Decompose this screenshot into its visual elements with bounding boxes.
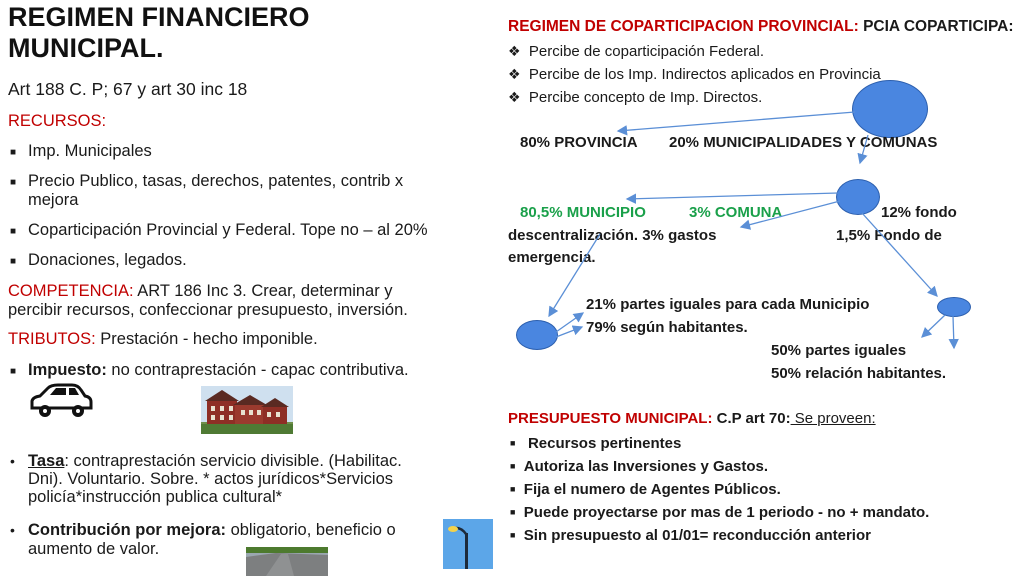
coparticipacion-heading: REGIMEN DE COPARTICIPACION PROVINCIAL: PCIA COPARTICIPA:	[508, 18, 1014, 35]
square-bullet-icon: ■	[10, 226, 17, 237]
copart-item: ❖ Percibe de coparticipación Federal.	[508, 43, 765, 60]
square-bullet-icon: ■	[10, 366, 17, 377]
comuna-share: 3% COMUNA	[689, 204, 783, 221]
square-bullet-icon: ■	[510, 438, 516, 448]
presupuesto-item: ■ Sin presupuesto al 01/01= reconducción anterior	[510, 527, 871, 544]
square-bullet-icon: ■	[510, 507, 516, 517]
presupuesto-item: ■ Puede proyectarse por mas de 1 periodo - no + mandato.	[510, 504, 930, 521]
recursos-heading: RECURSOS:	[8, 112, 107, 130]
habitantes-50: 50% relación habitantes.	[771, 365, 947, 382]
square-bullet-icon: ■	[10, 256, 17, 267]
municipio-share: 80,5% MUNICIPIO	[520, 204, 646, 221]
partes-iguales-21: 21% partes iguales para cada Municipio	[586, 296, 870, 313]
article-reference: Art 188 C. P; 67 y art 30 inc 18	[8, 79, 248, 99]
copart-item: ❖ Percibe concepto de Imp. Directos.	[508, 89, 763, 106]
diamond-bullet-icon: ❖	[508, 43, 521, 59]
square-bullet-icon: ■	[10, 147, 17, 158]
round-bullet-icon: •	[10, 453, 15, 469]
diamond-bullet-icon: ❖	[508, 89, 521, 105]
presupuesto-item: ■ Autoriza las Inversiones y Gastos.	[510, 458, 769, 475]
presupuesto-item: ■ Recursos pertinentes	[510, 435, 682, 452]
square-bullet-icon: ■	[510, 484, 516, 494]
copart-item: ❖ Percibe de los Imp. Indirectos aplicados en Provincia	[508, 66, 881, 83]
habitantes-79: 79% según habitantes.	[586, 319, 748, 336]
descentralizacion-text: descentralización. 3% gastos	[508, 227, 717, 244]
split-municipalidades: 20% MUNICIPALIDADES Y COMUNAS	[669, 134, 938, 151]
page-title: REGIMEN FINANCIERO MUNICIPAL.	[8, 2, 310, 63]
presupuesto-heading: PRESUPUESTO MUNICIPAL: C.P art 70: Se proveen:	[508, 410, 876, 427]
competencia-paragraph: COMPETENCIA: ART 186 Inc 3. Crear, determinar y percibir recursos, confeccionar presupuesto, inversión.	[8, 282, 408, 319]
square-bullet-icon: ■	[510, 461, 516, 471]
square-bullet-icon: ■	[10, 177, 17, 188]
round-bullet-icon: •	[10, 522, 15, 538]
tributos-paragraph: TRIBUTOS: Prestación - hecho imponible.	[8, 330, 318, 348]
presupuesto-item: ■ Fija el numero de Agentes Públicos.	[510, 481, 781, 498]
partes-iguales-50: 50% partes iguales	[771, 342, 907, 359]
emergencia-text: emergencia.	[508, 249, 596, 266]
square-bullet-icon: ■	[510, 530, 516, 540]
split-provincia: 80% PROVINCIA	[520, 134, 638, 151]
fondo-share: 12% fondo	[881, 204, 957, 221]
fondo-emergencia-text: 1,5% Fondo de	[836, 227, 942, 244]
diamond-bullet-icon: ❖	[508, 66, 521, 82]
